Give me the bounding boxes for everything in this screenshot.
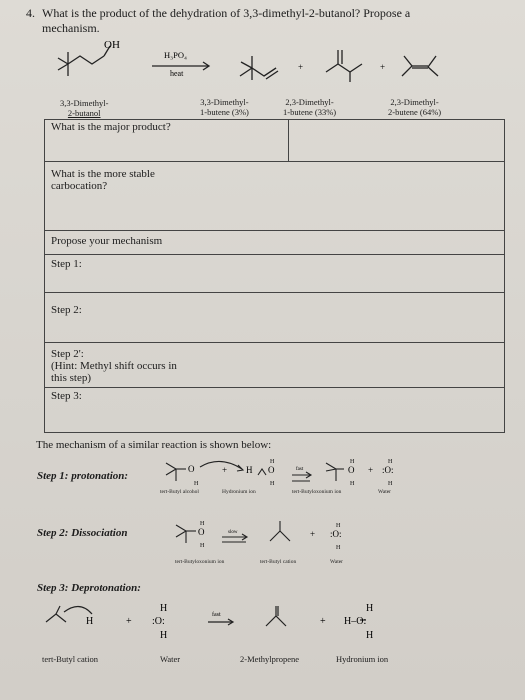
s3-name-4: Hydronium ion [336, 654, 389, 664]
step1-label: Step 1: [51, 258, 82, 270]
s1-name-1: tert-Butyl alcohol [160, 489, 199, 495]
dehydration-reaction-scheme [40, 36, 480, 94]
svg-text:+: + [310, 529, 316, 539]
svg-text::O:: :O: [152, 616, 165, 627]
svg-text:O: O [348, 465, 355, 475]
svg-text:H: H [200, 521, 205, 527]
s1-name-2: Hydronium ion [222, 489, 256, 495]
question-text-line2: mechanism. [42, 21, 100, 35]
s3-name-2: Water [160, 654, 181, 664]
oh-label: OH [104, 39, 120, 51]
svg-text::O:: :O: [382, 465, 394, 475]
svg-text:H: H [366, 630, 374, 641]
dissociation-label: Step 2: Dissociation [37, 527, 128, 539]
svg-text:H: H [86, 616, 94, 627]
product-name-2: 2,3-Dimethyl- 1-butene (33%) [283, 97, 337, 117]
protonation-label: Step 1: protonation: [37, 470, 129, 482]
svg-text:O: O [268, 465, 275, 475]
s2-name-3: Water [330, 559, 343, 565]
svg-text:+: + [222, 465, 228, 475]
svg-text:H: H [350, 459, 355, 465]
svg-text:H: H [160, 630, 168, 641]
svg-text:H: H [270, 481, 275, 487]
svg-text:H–O:: H–O: [344, 616, 367, 627]
major-product-prompt: What is the major product? [51, 121, 171, 133]
deprotonation-label: Step 3: Deprotonation: [37, 582, 141, 594]
svg-text:+: + [368, 465, 374, 475]
deprotonation-scheme [40, 598, 460, 653]
svg-text:H: H [336, 523, 341, 529]
svg-text:O: O [188, 464, 195, 474]
plus-sign: + [380, 62, 386, 72]
carbocation-prompt: What is the more stable carbocation? [51, 168, 155, 192]
reagent-label: H₃PO₄ [164, 50, 187, 60]
s2-name-2: tert-Butyl cation [260, 559, 297, 565]
s3-name-3: 2-Methylpropene [240, 654, 300, 664]
propose-mechanism-heading: Propose your mechanism [51, 235, 163, 247]
s1-name-4: Water [378, 489, 391, 495]
s1-name-3: tert-Butyloxonium ion [292, 489, 342, 495]
slow-label: slow [228, 530, 238, 535]
fast-label: fast [296, 467, 304, 472]
svg-text:+: + [126, 616, 132, 627]
similar-mechanism-intro: The mechanism of a similar reaction is shown below: [36, 439, 272, 451]
reactant-name: 3,3-Dimethyl- 2-butanol [60, 98, 109, 118]
product-name-1: 3,3-Dimethyl- 1-butene (3%) [200, 97, 249, 117]
svg-text:H: H [160, 603, 168, 614]
question-number: 4. [26, 6, 35, 20]
svg-text:H: H [388, 459, 393, 465]
svg-text:H: H [246, 465, 253, 475]
svg-text:H: H [194, 481, 199, 487]
question-text: What is the product of the dehydration of 3,3-dimethyl-2-butanol? Propose a [42, 6, 411, 20]
step2-label: Step 2: [51, 304, 82, 316]
svg-text::O:: :O: [330, 529, 342, 539]
s2-name-1: tert-Butyloxonium ion [175, 559, 225, 565]
svg-text:H: H [270, 459, 275, 465]
step2-prime-label: Step 2': (Hint: Methyl shift occurs in this step) [51, 348, 177, 384]
svg-text:H: H [336, 545, 341, 551]
svg-text:+: + [320, 616, 326, 627]
s3-name-1: tert-Butyl cation [42, 654, 98, 664]
step3-label: Step 3: [51, 390, 82, 402]
answer-table [44, 119, 505, 433]
condition-label: heat [170, 69, 184, 78]
svg-text:H: H [388, 481, 393, 487]
svg-text:H: H [200, 543, 205, 549]
svg-text:O: O [198, 527, 205, 537]
product-name-3: 2,3-Dimethyl- 2-butene (64%) [388, 97, 442, 117]
plus-sign: + [298, 62, 304, 72]
fast-label-2: fast [212, 612, 221, 618]
svg-text:H: H [366, 603, 374, 614]
dissociation-scheme [170, 515, 370, 560]
svg-text:H: H [350, 481, 355, 487]
protonation-scheme [160, 455, 490, 505]
